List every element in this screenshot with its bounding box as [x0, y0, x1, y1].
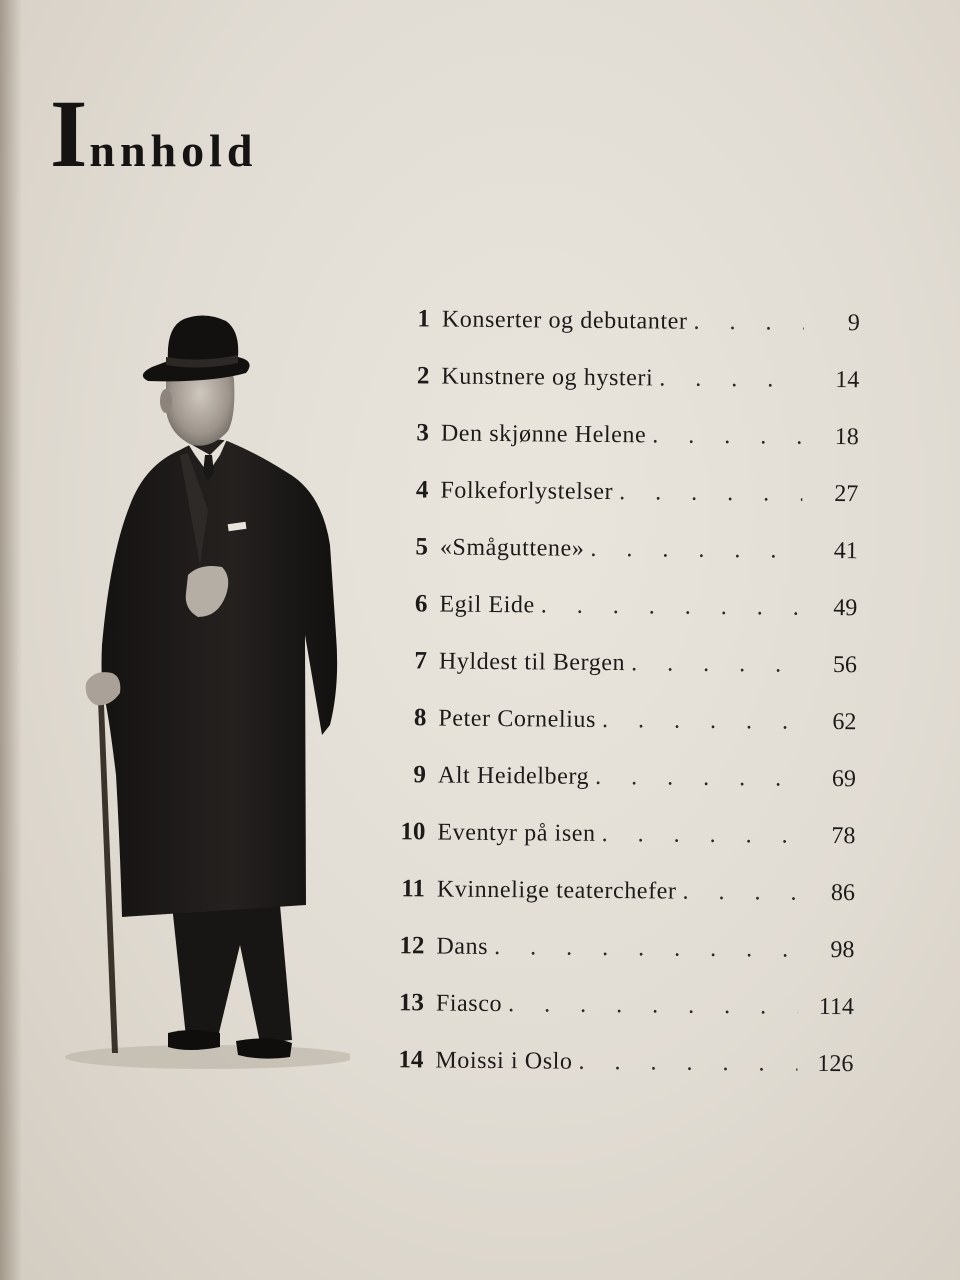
trousers — [172, 905, 292, 1043]
title-rest: nnhold — [89, 125, 258, 176]
left-shoe — [168, 1030, 220, 1050]
dot-leader — [590, 536, 802, 565]
dot-leader — [619, 479, 802, 508]
page-number: 9 — [847, 310, 860, 337]
chapter-number: 9 — [413, 761, 427, 789]
chapter-title: Egil Eide — [439, 591, 535, 619]
chapter-number: 2 — [416, 362, 430, 390]
overcoat — [102, 439, 338, 917]
hat — [143, 315, 250, 381]
page-number: 86 — [830, 879, 855, 907]
page-title — [50, 80, 258, 187]
chapter-number: 3 — [416, 419, 430, 447]
chapter-number: 14 — [398, 1046, 424, 1074]
dot-leader — [659, 365, 803, 393]
toc-entry[interactable] — [375, 875, 855, 936]
chapter-number: 6 — [414, 590, 428, 618]
table-of-contents — [373, 305, 860, 1107]
chapter-title: Den skjønne Helene — [440, 420, 647, 449]
right-shoe — [236, 1038, 292, 1058]
toc-entry[interactable] — [378, 533, 858, 594]
toc-entry[interactable] — [379, 362, 859, 423]
dot-leader — [595, 764, 800, 793]
toc-entry[interactable] — [375, 818, 855, 879]
toc-entry[interactable] — [378, 476, 858, 537]
page-number: 78 — [831, 822, 856, 850]
chapter-title: Fiasco — [435, 990, 503, 1018]
page-number: 126 — [817, 1050, 854, 1078]
chapter-title: Kunstnere og hysteri — [441, 363, 654, 392]
page-number: 62 — [832, 708, 857, 736]
dot-leader — [508, 991, 798, 1021]
portrait-photo — [60, 305, 350, 1095]
chapter-number: 10 — [400, 818, 426, 846]
toc-entry[interactable] — [373, 1046, 853, 1107]
toc-entry[interactable] — [377, 647, 857, 708]
dot-leader — [541, 592, 802, 621]
chapter-title: Alt Heidelberg — [437, 762, 590, 790]
toc-entry[interactable] — [374, 932, 854, 993]
ear — [160, 389, 172, 413]
chapter-number: 8 — [413, 704, 427, 732]
page-number: 98 — [830, 936, 855, 964]
chapter-title: «Småguttene» — [439, 534, 585, 562]
toc-entry[interactable] — [376, 704, 856, 765]
toc-entry[interactable] — [377, 590, 857, 651]
title-initial: I — [50, 80, 90, 187]
chapter-number: 13 — [398, 989, 425, 1017]
chapter-number: 11 — [401, 875, 426, 903]
page-number: 18 — [834, 423, 859, 451]
page-number: 114 — [818, 993, 855, 1021]
page-number: 69 — [831, 765, 856, 793]
dot-leader — [693, 309, 804, 337]
chapter-title: Moissi i Oslo — [435, 1047, 573, 1075]
dot-leader — [494, 934, 798, 964]
dot-leader — [602, 821, 800, 850]
chapter-title: Folkeforlystelser — [440, 477, 614, 506]
dot-leader — [682, 879, 799, 907]
chapter-title: Eventyr på isen — [437, 819, 596, 847]
chapter-number: 1 — [417, 305, 430, 333]
toc-entry[interactable] — [376, 761, 856, 822]
spine-shadow — [0, 0, 22, 1280]
dot-leader — [631, 650, 801, 678]
page-number: 27 — [834, 480, 859, 508]
chapter-title: Peter Cornelius — [438, 705, 597, 733]
toc-entry[interactable] — [379, 419, 859, 480]
chapter-number: 4 — [415, 476, 429, 504]
page-number: 41 — [833, 537, 858, 565]
dot-leader — [602, 707, 801, 736]
chapter-number: 7 — [414, 647, 428, 675]
chapter-title: Dans — [436, 933, 489, 960]
chapter-number: 5 — [415, 533, 429, 561]
toc-entry[interactable] — [380, 305, 860, 366]
chapter-title: Kvinnelige teaterchefer — [436, 876, 677, 905]
page-number: 49 — [833, 594, 858, 622]
page-number: 56 — [832, 651, 857, 679]
toc-entry[interactable] — [374, 989, 854, 1050]
chapter-title: Hyldest til Bergen — [438, 648, 626, 677]
dot-leader — [578, 1049, 797, 1078]
page-number: 14 — [835, 366, 860, 394]
chapter-title: Konserter og debutanter — [441, 306, 688, 335]
dot-leader — [652, 422, 803, 450]
chapter-number: 12 — [399, 932, 425, 960]
